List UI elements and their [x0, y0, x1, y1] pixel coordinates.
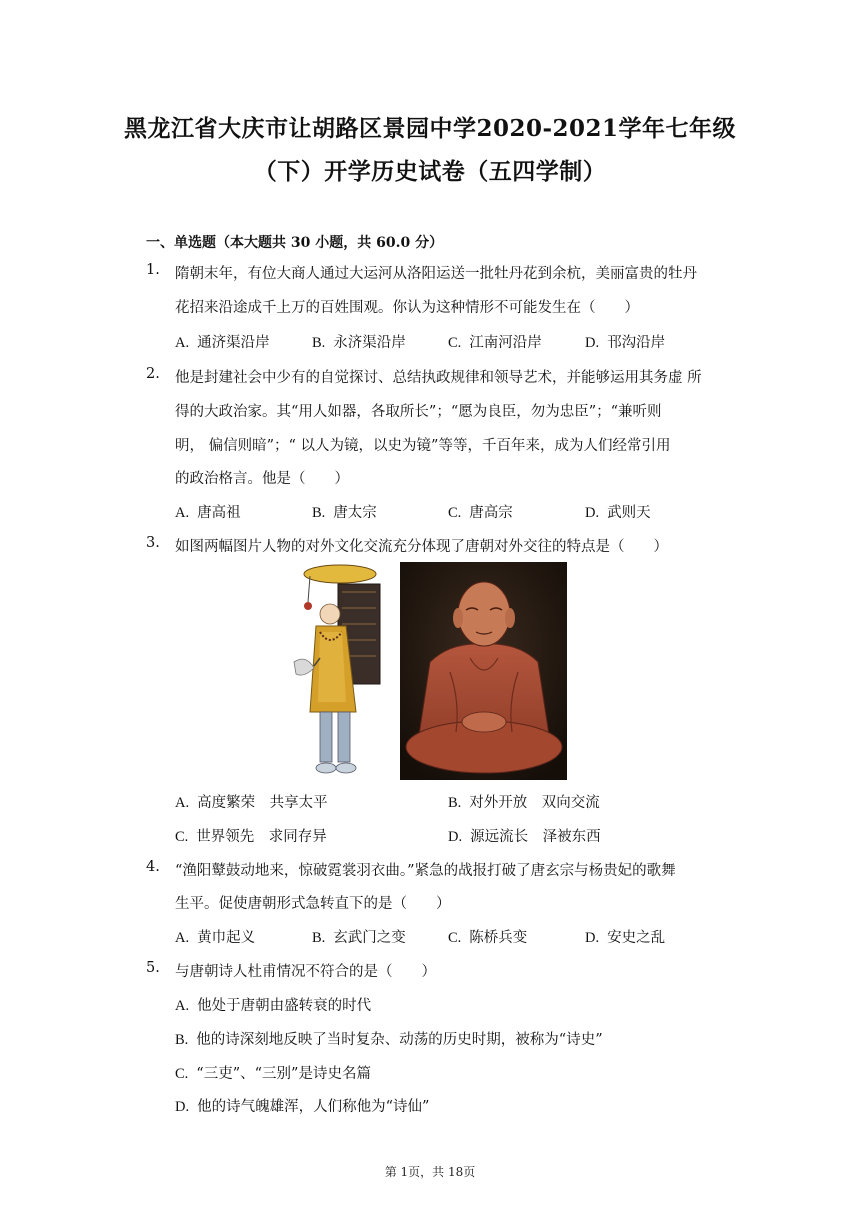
option-d[interactable]: D. 邗沟沿岸 [585, 335, 666, 351]
question-text-line: “渔阳鼙鼓动地来，惊破霓裳羽衣曲。”紧急的战报打破了唐玄宗与杨贵妃的歌舞 [175, 863, 676, 879]
option-d[interactable]: D. 安史之乱 [585, 930, 666, 946]
option-d[interactable]: D. 武则天 [585, 505, 651, 521]
question-number: 4. [146, 859, 160, 875]
option-b[interactable]: B. 对外开放 双向交流 [448, 795, 600, 811]
question-number: 3. [146, 535, 160, 551]
option-b[interactable]: B. 他的诗深刻地反映了当时复杂、动荡的历史时期，被称为“诗史” [175, 1032, 603, 1048]
option-c[interactable]: C. “三吏”、“三别”是诗史名篇 [175, 1066, 371, 1082]
option-b[interactable]: B. 永济渠沿岸 [312, 335, 406, 351]
seated-monk-statue-image [400, 562, 567, 780]
option-a[interactable]: A. 他处于唐朝由盛转衰的时代 [175, 998, 372, 1014]
traveling-monk-image [290, 562, 398, 780]
question-number: 1. [146, 262, 160, 278]
question-text-line: 明， 偏信则暗”；“ 以人为镜，以史为镜”等等，千百年来，成为人们经常引用 [175, 438, 671, 454]
option-a[interactable]: A. 唐高祖 [175, 505, 241, 521]
question-text-line: 得的大政治家。其“用人如器，各取所长”；“愿为良臣，勿为忠臣”；“兼听则 [175, 404, 662, 420]
question-number: 2. [146, 366, 160, 382]
option-d[interactable]: D. 源远流长 泽被东西 [448, 829, 601, 845]
page-footer: 第 1页，共 18页 [384, 1165, 476, 1179]
option-b[interactable]: B. 玄武门之变 [312, 930, 406, 946]
question-text-line: 他是封建社会中少有的自觉探讨、总结执政规律和领导艺术，并能够运用其务虚 所 [175, 370, 702, 386]
option-a[interactable]: A. 黄巾起义 [175, 930, 256, 946]
question-text-line: 与唐朝诗人杜甫情况不符合的是（ ） [175, 964, 436, 980]
section-heading: 一、单选题（本大题共 30 小题，共 60.0 分） [146, 235, 444, 251]
question-number: 5. [146, 960, 160, 976]
option-c[interactable]: C. 陈桥兵变 [448, 930, 528, 946]
question-text-line: 生平。促使唐朝形式急转直下的是（ ） [175, 896, 451, 912]
question-text-line: 如图两幅图片人物的对外文化交流充分体现了唐朝对外交往的特点是（ ） [175, 539, 668, 555]
question-text-line: 隋朝末年，有位大商人通过大运河从洛阳运送一批牡丹花到余杭，美丽富贵的牡丹 [175, 266, 697, 282]
question-text-line: 花招来沿途成千上万的百姓围观。你认为这种情形不可能发生在（ ） [175, 300, 639, 316]
option-c[interactable]: C. 唐高宗 [448, 505, 513, 521]
option-a[interactable]: A. 高度繁荣 共享太平 [175, 795, 328, 811]
option-a[interactable]: A. 通济渠沿岸 [175, 335, 270, 351]
option-b[interactable]: B. 唐太宗 [312, 505, 377, 521]
option-c[interactable]: C. 世界领先 求同存异 [175, 829, 327, 845]
question-text-line: 的政治格言。他是（ ） [175, 471, 349, 487]
page-title-line2: （下）开学历史试卷（五四学制） [253, 158, 607, 185]
option-c[interactable]: C. 江南河沿岸 [448, 335, 542, 351]
option-d[interactable]: D. 他的诗气魄雄浑，人们称他为“诗仙” [175, 1099, 430, 1115]
page-title-line1: 黑龙江省大庆市让胡路区景园中学2020-2021学年七年级 [123, 115, 737, 142]
